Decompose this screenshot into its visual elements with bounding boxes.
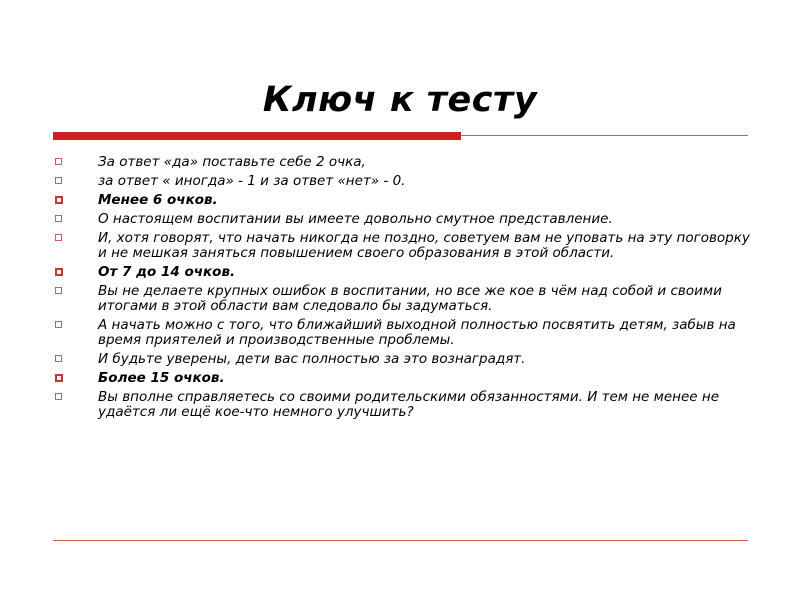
square-bullet-icon (55, 196, 63, 204)
list-item (55, 174, 755, 189)
list-item (55, 212, 755, 227)
square-bullet-icon (55, 355, 62, 362)
list-item-text: О настоящем воспитании вы имеете довольно смутное представление. (98, 211, 613, 227)
list-item (55, 318, 755, 348)
list-item (55, 284, 755, 314)
title-underline-thin (461, 135, 748, 136)
square-bullet-icon (55, 215, 62, 222)
list-item-text: Вы не делаете крупных ошибок в воспитании, но все же кое в чём над собой и своими итогами в этой области вам следовало бы задуматься. (98, 283, 722, 314)
square-bullet-icon (55, 374, 63, 382)
list-item-heading (55, 371, 755, 386)
bullet-list (55, 155, 755, 424)
list-item (55, 390, 755, 420)
title-underline-thick (53, 132, 461, 140)
square-bullet-icon (55, 268, 63, 276)
square-bullet-icon (55, 158, 62, 165)
list-item-text: И, хотя говорят, что начать никогда не поздно, советуем вам не уповать на эту поговорку и не мешкая заняться повышением своего образования в этой области. (98, 230, 750, 261)
list-item (55, 155, 755, 170)
list-item-text: за ответ « иногда» - 1 и за ответ «нет» - 0. (98, 173, 406, 189)
list-item-heading (55, 193, 755, 208)
list-item-text: И будьте уверены, дети вас полностью за это вознаградят. (98, 351, 526, 367)
square-bullet-icon (55, 177, 62, 184)
square-bullet-icon (55, 393, 62, 400)
square-bullet-icon (55, 321, 62, 328)
list-item-text: Вы вполне справляетесь со своими родительскими обязанностями. И тем не менее не удаётся ли ещё кое-что немного улучшить? (98, 389, 719, 420)
list-item-text: Более 15 очков. (98, 370, 225, 386)
list-item (55, 231, 755, 261)
list-item-text: За ответ «да» поставьте себе 2 очка, (98, 154, 366, 170)
title-underline (53, 132, 748, 140)
list-item-text: От 7 до 14 очков. (98, 264, 236, 280)
square-bullet-icon (55, 234, 62, 241)
bottom-divider (53, 540, 748, 541)
slide-title: Ключ к тесту (262, 80, 538, 120)
list-item-heading (55, 265, 755, 280)
square-bullet-icon (55, 287, 62, 294)
list-item-text: Менее 6 очков. (98, 192, 218, 208)
list-item (55, 352, 755, 367)
list-item-text: А начать можно с того, что ближайший выходной полностью посвятить детям, забыв на время приятелей и производственные проблемы. (98, 317, 736, 348)
